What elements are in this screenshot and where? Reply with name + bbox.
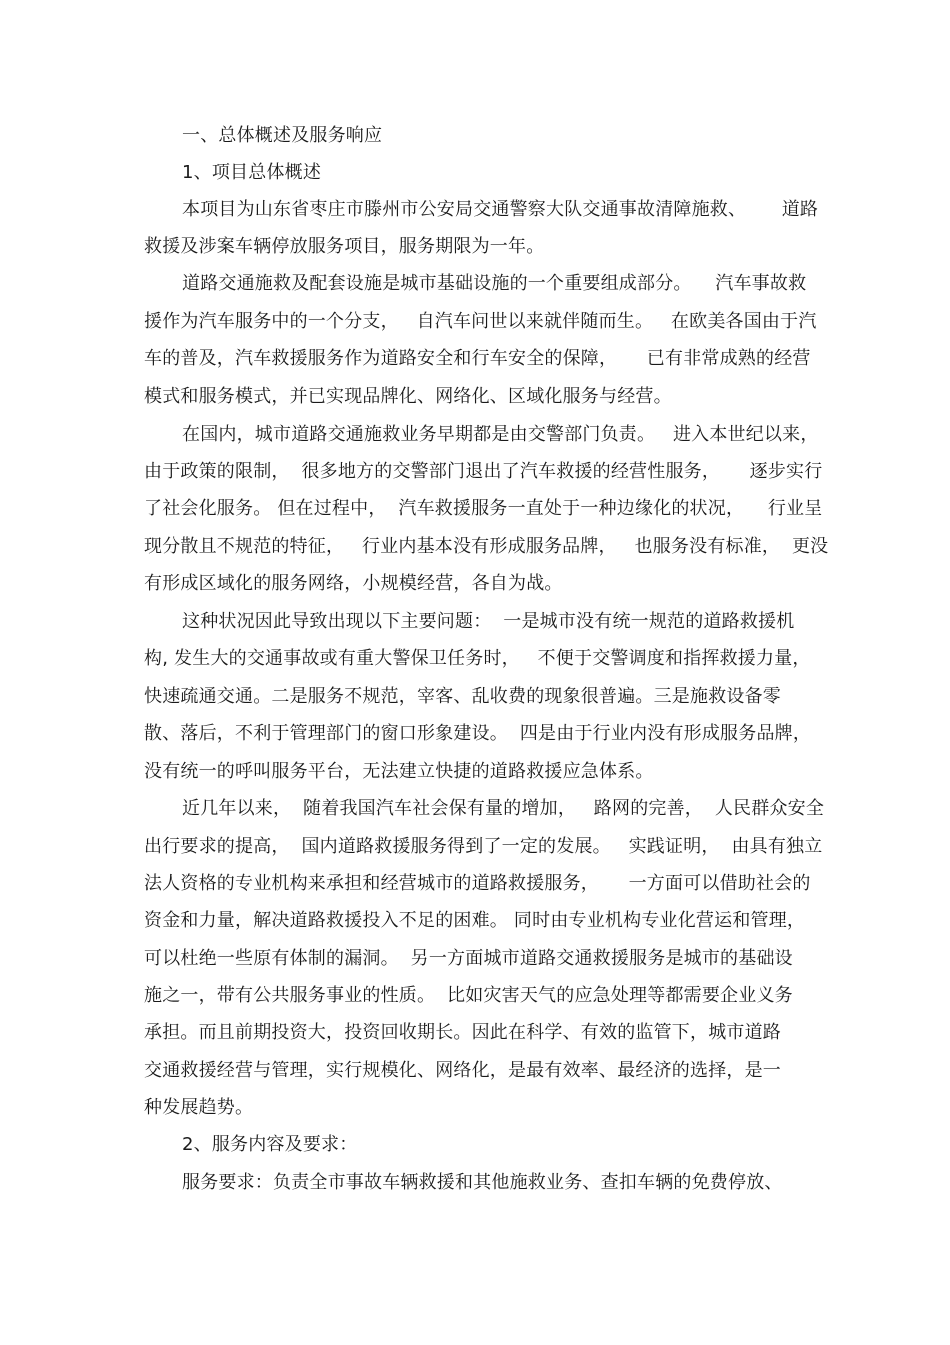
paragraph-line: 承担。而且前期投资大，投资回收期长。因此在科学、有效的监管下，城市道路 [144,1022,781,1043]
subheading-project-overview: 1、项目总体概述 [182,162,322,183]
paragraph-line: 施之一，带有公共服务事业的性质。 比如灾害天气的应急处理等都需要企业义务 [144,985,793,1006]
paragraph-line: 援作为汽车服务中的一个分支， 自汽车问世以来就伴随而生。 在欧美各国由于汽 [144,311,817,332]
paragraph-line: 快速疏通交通。二是服务不规范，宰客、乱收费的现象很普遍。三是施救设备零 [144,686,781,707]
paragraph-line: 在国内，城市道路交通施救业务早期都是由交警部门负责。 进入本世纪以来， [182,424,819,445]
paragraph-line: 本项目为山东省枣庄市滕州市公安局交通警察大队交通事故清障施救、 道路 [182,199,819,220]
paragraph-line: 可以杜绝一些原有体制的漏洞。 另一方面城市道路交通救援服务是城市的基础设 [144,948,793,969]
paragraph-line: 模式和服务模式，并已实现品牌化、网络化、区域化服务与经营。 [144,386,672,407]
paragraph-line: 由于政策的限制， 很多地方的交警部门退出了汽车救援的经营性服务， 逐步实行 [144,461,823,482]
paragraph-line: 出行要求的提高， 国内道路救援服务得到了一定的发展。 实践证明， 由具有独立 [144,836,823,857]
paragraph-line: 法人资格的专业机构来承担和经营城市的道路救援服务， 一方面可以借助社会的 [144,873,811,894]
paragraph-line: 车的普及，汽车救援服务作为道路安全和行车安全的保障， 已有非常成熟的经营 [144,348,811,369]
paragraph-line: 道路交通施救及配套设施是城市基础设施的一个重要组成部分。 汽车事故救 [182,273,807,294]
paragraph-line: 服务要求：负责全市事故车辆救援和其他施救业务、查扣车辆的免费停放、 [182,1172,783,1193]
paragraph-line: 没有统一的呼叫服务平台，无法建立快捷的道路救援应急体系。 [144,761,654,782]
paragraph-line: 构, 发生大的交通事故或有重大警保卫任务时， 不便于交警调度和指挥救援力量， [144,648,811,669]
paragraph-line: 交通救援经营与管理，实行规模化、网络化，是最有效率、最经济的选择，是一 [144,1060,781,1081]
paragraph-line: 有形成区域化的服务网络，小规模经营，各自为战。 [144,573,563,594]
paragraph-line: 了社会化服务。 但在过程中， 汽车救援服务一直处于一种边缘化的状况， 行业呈 [144,498,823,519]
paragraph-line: 这种状况因此导致出现以下主要问题： 一是城市没有统一规范的道路救援机 [182,611,795,632]
paragraph-line: 救援及涉案车辆停放服务项目，服务期限为一年。 [144,236,545,257]
paragraph-line: 散、落后，不利于管理部门的窗口形象建设。 四是由于行业内没有形成服务品牌， [144,723,812,744]
paragraph-line: 近几年以来， 随着我国汽车社会保有量的增加， 路网的完善， 人民群众安全 [182,798,825,819]
paragraph-line: 种发展趋势。 [144,1097,254,1118]
paragraph-line: 资金和力量，解决道路救援投入不足的困难。 同时由专业机构专业化营运和管理， [144,910,806,931]
paragraph-line: 现分散且不规范的特征， 行业内基本没有形成服务品牌， 也服务没有标准， 更没 [144,536,829,557]
subheading-service-content: 2、服务内容及要求： [182,1134,358,1155]
heading-overview: 一、总体概述及服务响应 [182,125,383,146]
